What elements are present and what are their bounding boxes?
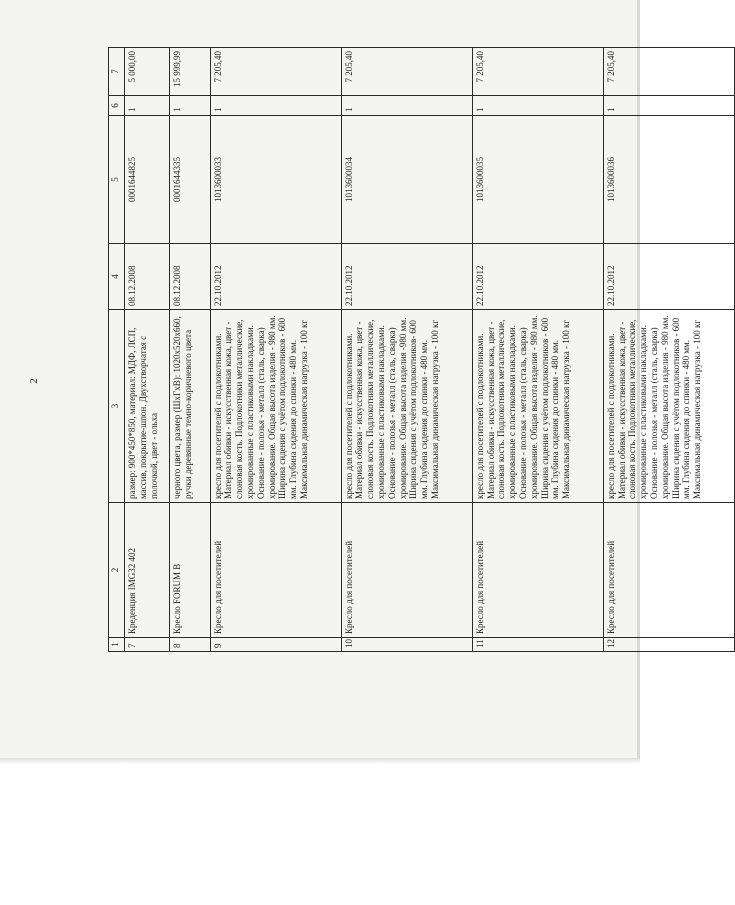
- item-name-cell: Кресло для посетителей: [472, 503, 603, 638]
- item-description-cell: кресло для посетителей с подлокотниками. Материал обивки - искусственная кожа, цвет - слоновая кость. Подлокотники металлические, хромированные с пластиковыми накладками. Основание - полозья - металл (сталь, сварка) хромирование. Общая высота изделия - 980 мм. Ширина сидения с учётом подлокотников - 600 мм. Глубина сидения до спинки - 480 мм. Максимальная динамическая нагрузка - 100 кг: [210, 310, 341, 503]
- header-cell: 1: [109, 638, 125, 652]
- scan-edge-shadow: [0, 758, 640, 764]
- header-cell: 3: [109, 310, 125, 503]
- quantity-cell: 1: [341, 96, 472, 116]
- item-description-cell: размер: 900*450*850, материал: МДФ, ЛСП, массив, покрытие-шпон. Двухстворчатая с полочкой, цвет - ольха: [125, 310, 170, 503]
- item-name-cell: Креденция IMG32 402: [125, 503, 170, 638]
- price-cell: 7 205,40: [472, 48, 603, 96]
- inventory-number-cell: 1013600034: [341, 116, 472, 244]
- acquisition-date-cell: 22.10.2012: [603, 244, 734, 310]
- price-cell: 7 205,40: [603, 48, 734, 96]
- price-cell: 5 000,00: [125, 48, 170, 96]
- header-cell: 6: [109, 96, 125, 116]
- acquisition-date-cell: 22.10.2012: [210, 244, 341, 310]
- quantity-cell: 1: [210, 96, 341, 116]
- inventory-table-rotated: [108, 48, 735, 652]
- table-row: [125, 48, 170, 652]
- row-number-cell: 10: [341, 638, 472, 652]
- item-description-cell: кресло для посетителей с подлокотниками. Материал обивки - искусственная кожа, цвет - слоновая кость. Подлокотники металлические, хромированные с пластиковыми накладками. Основание - полозья - металл (сталь, сварка) хромирование. Общая высота изделия -980 мм. Ширина сидения с учётом подлокотников- 600 мм. Глубина сидения до спинки - 480 мм. Максимальная динамическая нагрузка - 100 кг: [341, 310, 472, 503]
- price-cell: 15 999,99: [170, 48, 211, 96]
- acquisition-date-cell: 22.10.2012: [341, 244, 472, 310]
- item-name-cell: Кресло для посетителей: [210, 503, 341, 638]
- row-number-cell: 7: [125, 638, 170, 652]
- table-row: [341, 48, 472, 652]
- inventory-number-cell: 0001644335: [170, 116, 211, 244]
- price-cell: 7 205,40: [341, 48, 472, 96]
- row-number-cell: 12: [603, 638, 734, 652]
- header-cell: 5: [109, 116, 125, 244]
- header-cell: 7: [109, 48, 125, 96]
- header-cell: 4: [109, 244, 125, 310]
- table-row: [472, 48, 603, 652]
- table-header-row: [109, 48, 125, 652]
- item-name-cell: Кресло для посетителей: [603, 503, 734, 638]
- page-number: 2: [27, 378, 40, 384]
- item-name-cell: Кресло для посетителей: [341, 503, 472, 638]
- table-row: [603, 48, 734, 652]
- inventory-table: [108, 47, 735, 652]
- row-number-cell: 11: [472, 638, 603, 652]
- row-number-cell: 8: [170, 638, 211, 652]
- item-description-cell: черного цвета, размер (ШхГхВ): 1020х520х660, ручки деревянные темно-коричневого цвета: [170, 310, 211, 503]
- inventory-number-cell: 1013600035: [472, 116, 603, 244]
- quantity-cell: 1: [125, 96, 170, 116]
- acquisition-date-cell: 08.12.2008: [170, 244, 211, 310]
- table-row: [170, 48, 211, 652]
- inventory-number-cell: 1013600033: [210, 116, 341, 244]
- item-description-cell: кресло для посетителей с подлокотниками. Материал обивки - искусственная кожа, цвет - слоновая кость. Подлокотники металлические, хромированные с пластиковыми накладками. Основание - полозья - металл (сталь, сварка) хромирование. Общая высота изделия - 980 мм. Ширина сидения с учётом подлокотников - 600 мм. Глубина сидения до спинки - 480 мм. Максимальная динамическая нагрузка - 100 кг: [603, 310, 734, 503]
- inventory-number-cell: 1013600036: [603, 116, 734, 244]
- inventory-number-cell: 0001644825: [125, 116, 170, 244]
- acquisition-date-cell: 22.10.2012: [472, 244, 603, 310]
- acquisition-date-cell: 08.12.2008: [125, 244, 170, 310]
- item-description-cell: кресло для посетителей с подлокотниками. Материал обивки - искусственная кожа, цвет - слоновая кость. Подлокотники металлические, хромированные с пластиковыми накладками. Основание - полозья - металл (сталь, сварка) хромирование. Общая высота изделия - 980 мм. Ширина сидения с учётом подлокотников - 600 мм. Глубина сидения до спинки - 480 мм. Максимальная динамическая нагрузка - 100 кг: [472, 310, 603, 503]
- row-number-cell: 9: [210, 638, 341, 652]
- quantity-cell: 1: [603, 96, 734, 116]
- quantity-cell: 1: [472, 96, 603, 116]
- quantity-cell: 1: [170, 96, 211, 116]
- table-row: [210, 48, 341, 652]
- header-cell: 2: [109, 503, 125, 638]
- item-name-cell: Кресло FORUM B: [170, 503, 211, 638]
- price-cell: 7 205,40: [210, 48, 341, 96]
